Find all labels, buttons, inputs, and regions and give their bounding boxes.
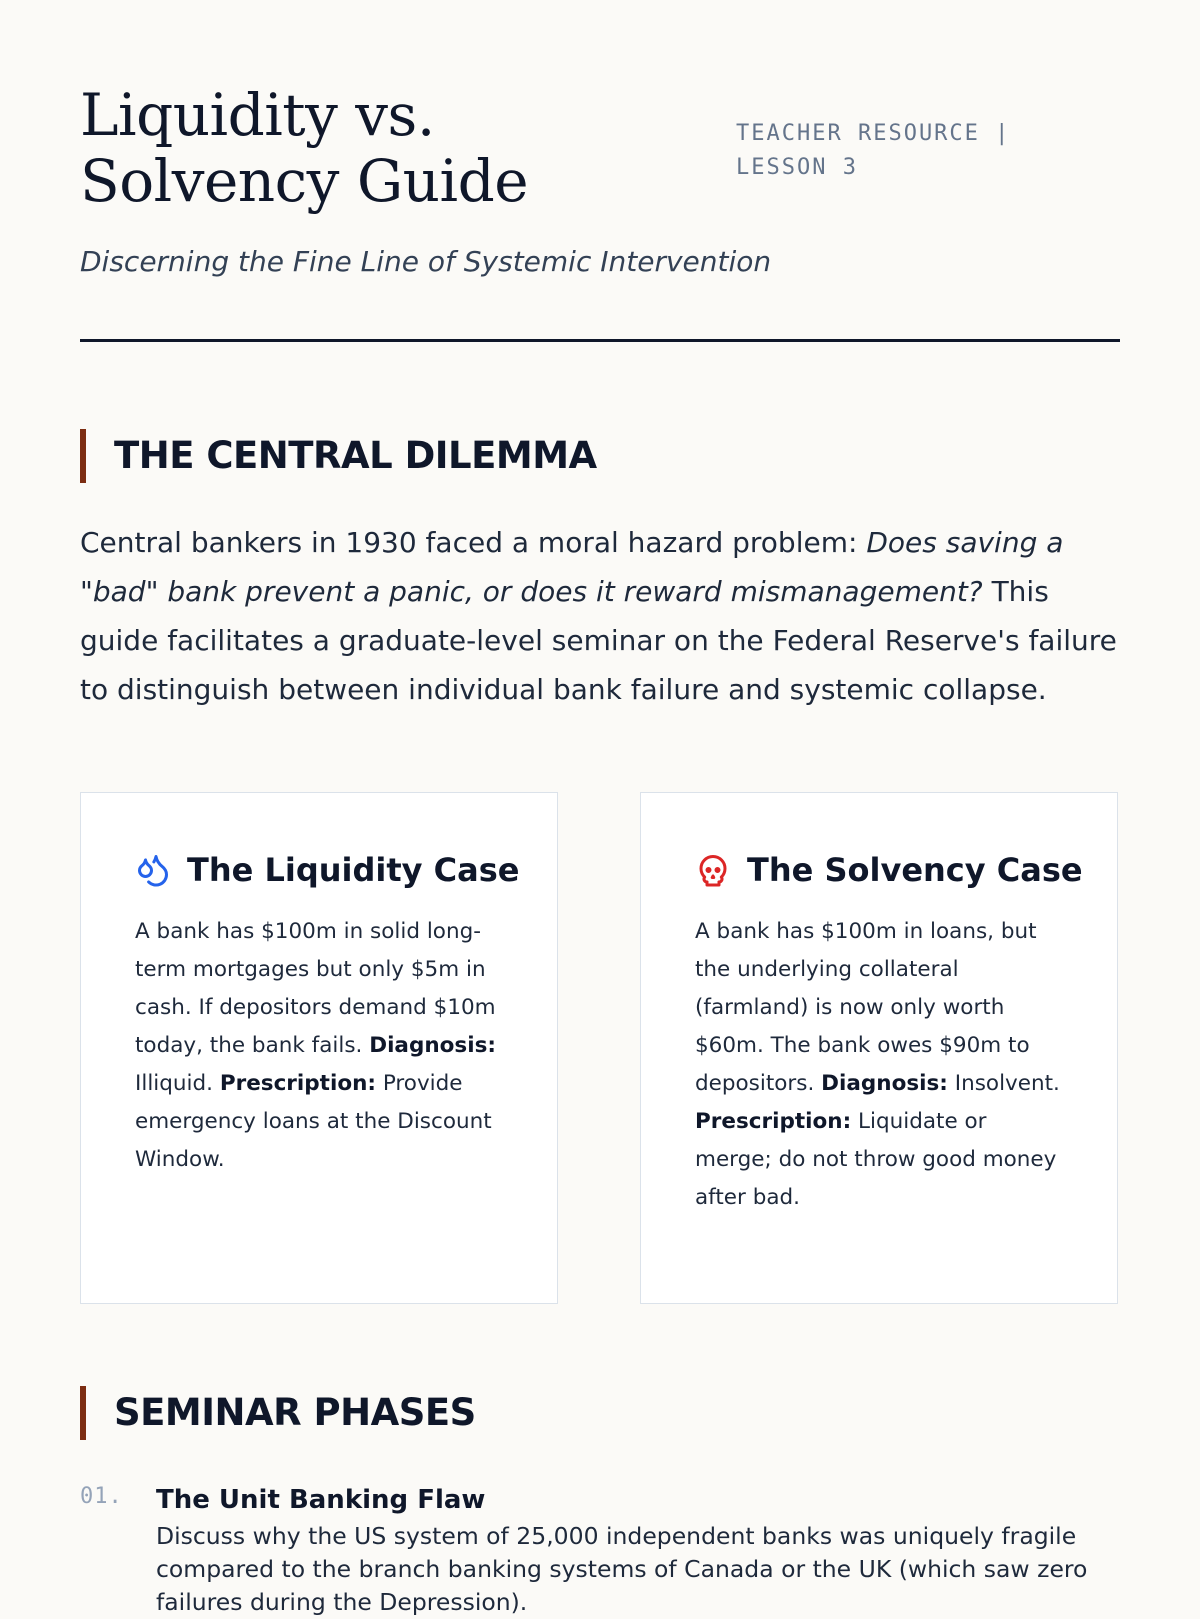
header-divider xyxy=(80,339,1120,342)
diagnosis-label: Diagnosis: xyxy=(369,1033,496,1058)
card-text: A bank has $100m in solid long-term mortgages but only $5m in cash. If depositors demand $10m today, the bank fails. xyxy=(135,919,496,1058)
card-title: The Solvency Case xyxy=(747,851,1083,889)
phase-title: The Unit Banking Flaw xyxy=(156,1485,486,1515)
diagnosis-value: Insolvent. xyxy=(947,1071,1060,1096)
dilemma-text-after: This guide facilitates a graduate-level seminar on the Federal Reserve's failure to distinguish between individual bank failure and systemic collapse. xyxy=(80,575,1117,706)
diagnosis-label: Diagnosis: xyxy=(821,1071,948,1096)
prescription-value: Liquidate or merge; do not throw good money after bad. xyxy=(695,1109,1057,1210)
solvency-case-card xyxy=(640,792,1118,1304)
page-subtitle: Discerning the Fine Line of Systemic Intervention xyxy=(80,245,772,278)
card-text: A bank has $100m in loans, but the underlying collateral (farmland) is now only worth $60m. The bank owes $90m to depositors. xyxy=(695,919,1037,1096)
phase-description: Discuss why the US system of 25,000 independent banks was uniquely fragile compared to the branch banking systems of Canada or the UK (which saw zero failures during the Depression). xyxy=(156,1522,1088,1616)
prescription-label: Prescription: xyxy=(219,1071,376,1096)
section-heading-phases: SEMINAR PHASES xyxy=(80,1386,476,1440)
card-body xyxy=(135,913,505,1179)
prescription-label: Prescription: xyxy=(695,1109,852,1134)
droplets-icon xyxy=(135,852,171,888)
dilemma-text-before: Central bankers in 1930 faced a moral hazard problem: xyxy=(80,526,867,559)
dilemma-paragraph xyxy=(80,518,1130,714)
card-body xyxy=(695,913,1065,1217)
phase-number: 01. xyxy=(80,1484,123,1509)
diagnosis-value: Illiquid. xyxy=(135,1071,220,1096)
resource-label: TEACHER RESOURCE | LESSON 3 xyxy=(736,121,1011,180)
liquidity-case-card xyxy=(80,792,558,1304)
card-header xyxy=(135,847,520,893)
prescription-value: Provide emergency loans at the Discount Window. xyxy=(135,1071,492,1172)
page-title: Liquidity vs. Solvency Guide xyxy=(80,81,529,215)
card-title: The Liquidity Case xyxy=(187,851,520,889)
card-header xyxy=(695,847,1083,893)
dilemma-question: Does saving a "bad" bank prevent a panic, or does it reward mismanagement? xyxy=(80,526,1064,608)
skull-icon xyxy=(695,852,731,888)
section-heading-dilemma: THE CENTRAL DILEMMA xyxy=(80,429,597,483)
